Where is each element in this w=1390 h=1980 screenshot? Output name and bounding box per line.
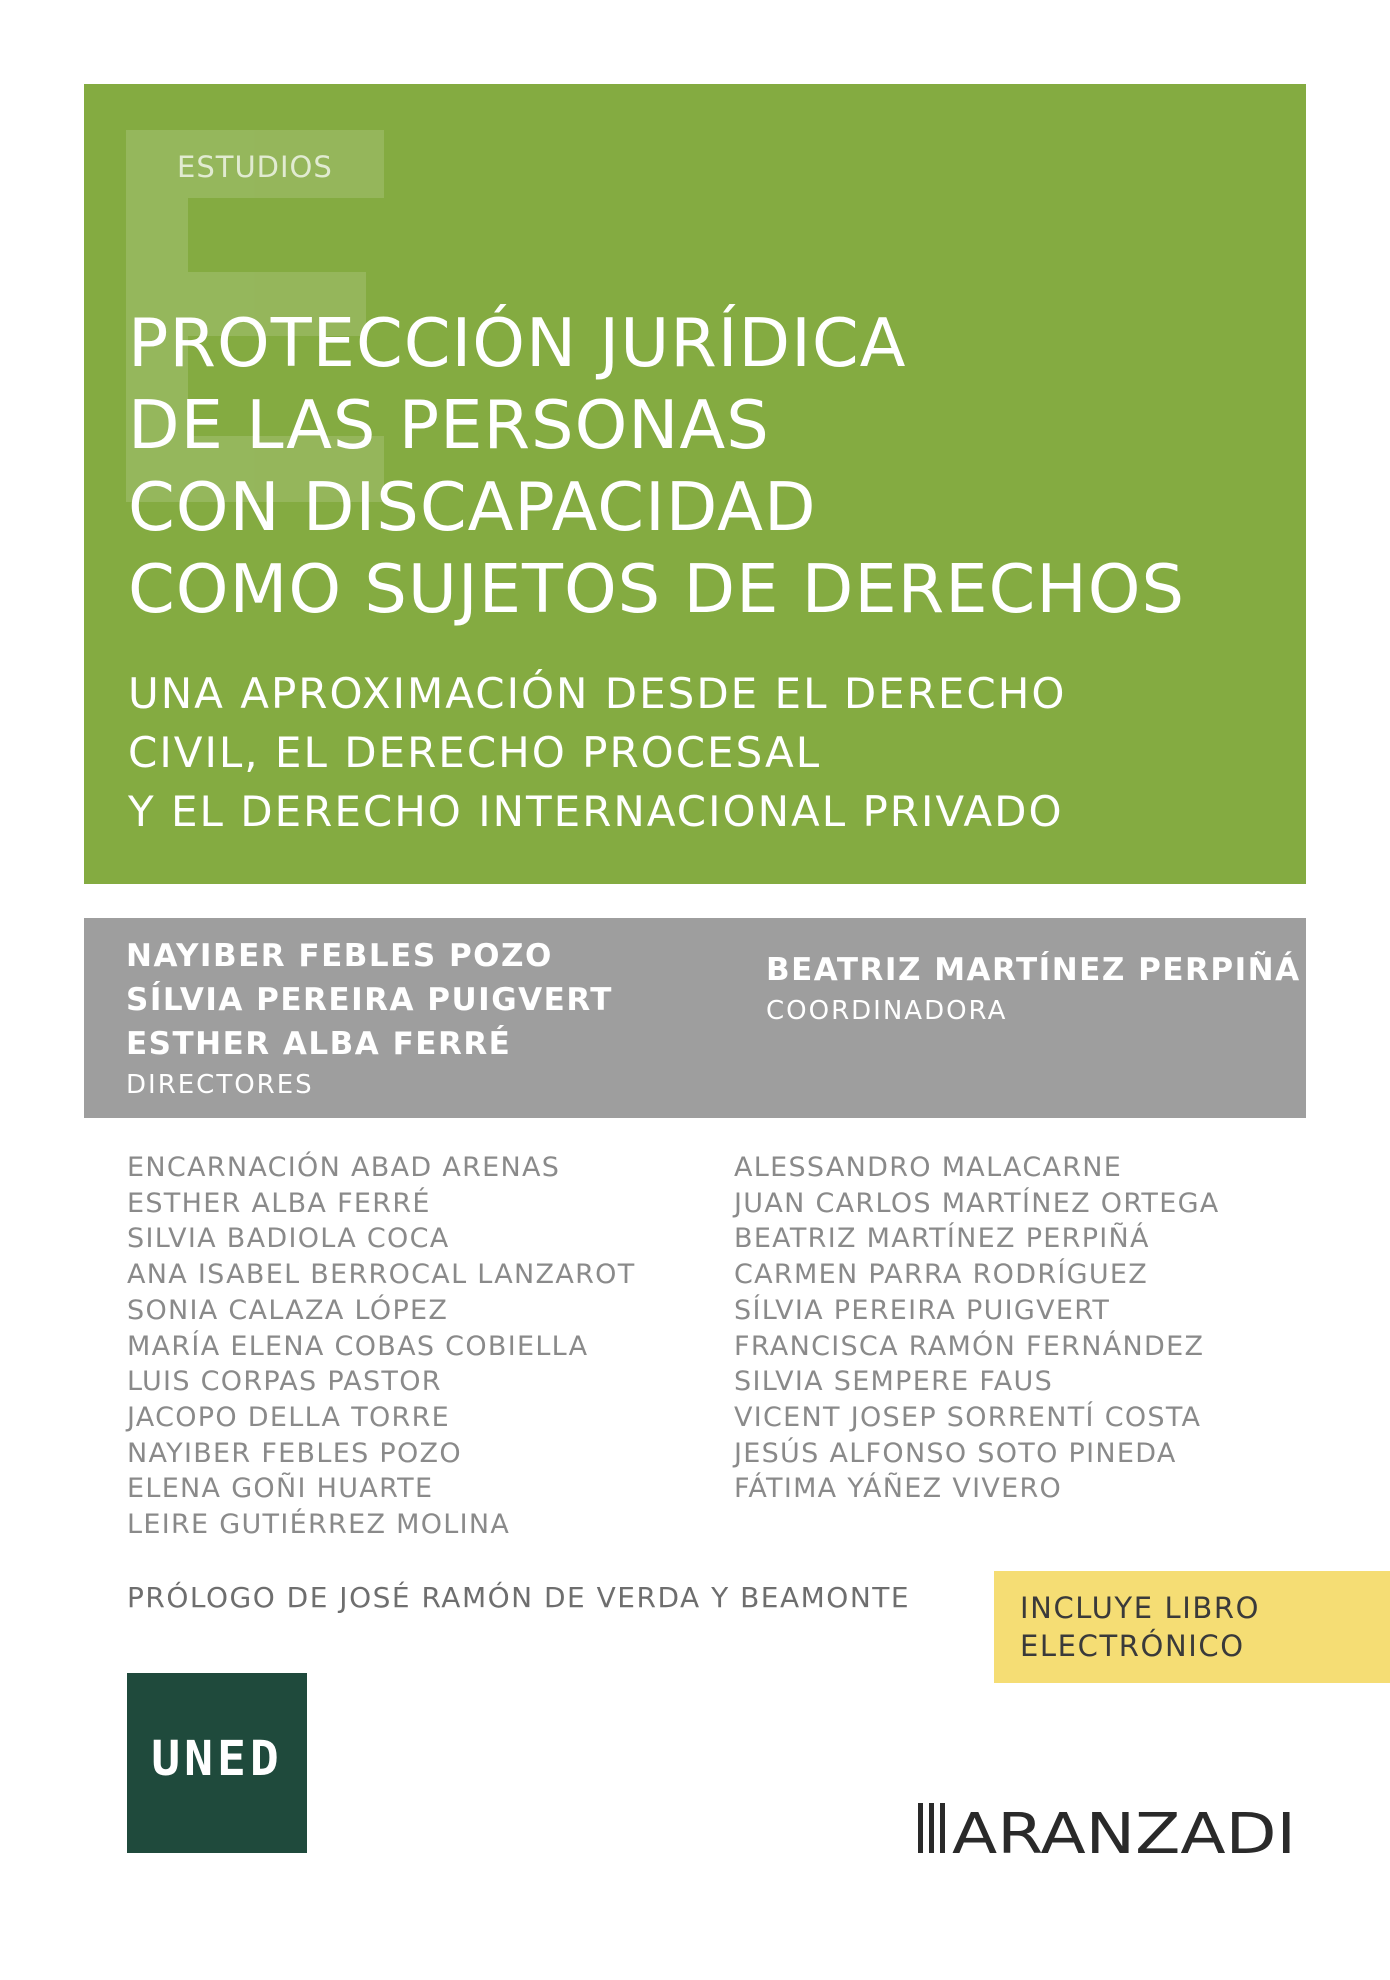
author-name: ENCARNACIÓN ABAD ARENAS [127,1152,561,1183]
directors-role: DIRECTORES [126,1070,314,1100]
title-panel [84,84,1306,884]
aranzadi-logo [918,1797,1298,1861]
book-title [128,302,1298,630]
ebook-badge [994,1571,1390,1683]
author-name: JUAN CARLOS MARTÍNEZ ORTEGA [734,1187,1220,1219]
series-label: ESTUDIOS [177,150,333,184]
author-name: SONIA CALAZA LÓPEZ [127,1294,449,1326]
author-name: JACOPO DELLA TORRE [127,1401,451,1433]
author-name: LUIS CORPAS PASTOR [127,1366,442,1398]
author-name: ALESSANDRO MALACARNE [734,1152,1123,1183]
logo-bar [929,1803,934,1853]
title-line: DE LAS PERSONAS [128,386,770,464]
directors-block [126,934,613,1104]
book-subtitle [128,664,1298,841]
author-name: BEATRIZ MARTÍNEZ PERPIÑÁ [734,1223,1150,1255]
uned-logo [127,1673,307,1853]
authors-list-left [127,1150,636,1543]
director-name: ESTHER ALBA FERRÉ [126,1026,512,1062]
coordinator-name: BEATRIZ MARTÍNEZ PERPIÑÁ [766,952,1301,988]
author-name: ELENA GOÑI HUARTE [127,1473,434,1505]
author-name: NAYIBER FEBLES POZO [127,1437,462,1469]
author-name: SILVIA BADIOLA COCA [127,1223,450,1255]
author-name: SILVIA SEMPERE FAUS [734,1366,1054,1398]
authors-list-right [734,1150,1220,1507]
director-name: NAYIBER FEBLES POZO [126,938,553,974]
uned-logo-text: UNED [151,1731,283,1787]
title-line: PROTECCIÓN JURÍDICA [128,304,907,382]
title-line: COMO SUJETOS DE DERECHOS [128,550,1185,628]
title-line: CON DISCAPACIDAD [128,468,817,546]
author-name: FRANCISCA RAMÓN FERNÁNDEZ [734,1330,1205,1362]
author-name: VICENT JOSEP SORRENTÍ COSTA [734,1401,1202,1433]
author-name: CARMEN PARRA RODRÍGUEZ [734,1259,1149,1291]
ebook-badge-line: ELECTRÓNICO [1020,1629,1245,1663]
author-name: JESÚS ALFONSO SOTO PINEDA [734,1437,1177,1469]
credits-band [84,918,1306,1118]
subtitle-line: UNA APROXIMACIÓN DESDE EL DERECHO [128,669,1067,718]
author-name: FÁTIMA YÁÑEZ VIVERO [734,1473,1063,1505]
author-name: ANA ISABEL BERROCAL LANZAROT [127,1259,636,1291]
subtitle-line: CIVIL, EL DERECHO PROCESAL [128,728,822,777]
logo-bar [940,1803,945,1853]
director-name: SÍLVIA PEREIRA PUIGVERT [126,982,613,1018]
prologue-credit: PRÓLOGO DE JOSÉ RAMÓN DE VERDA Y BEAMONTE [127,1581,911,1614]
ebook-badge-line: INCLUYE LIBRO [1020,1591,1261,1625]
author-name: ESTHER ALBA FERRÉ [127,1187,431,1219]
logo-bar [918,1803,923,1853]
author-name: LEIRE GUTIÉRREZ MOLINA [127,1509,511,1541]
author-name: MARÍA ELENA COBAS COBIELLA [127,1330,589,1362]
coordinator-block [766,948,1301,1030]
author-name: SÍLVIA PEREIRA PUIGVERT [734,1294,1111,1326]
subtitle-line: Y EL DERECHO INTERNACIONAL PRIVADO [128,787,1064,836]
coordinator-role: COORDINADORA [766,996,1008,1026]
publisher-name: ARANZADI [952,1802,1296,1861]
